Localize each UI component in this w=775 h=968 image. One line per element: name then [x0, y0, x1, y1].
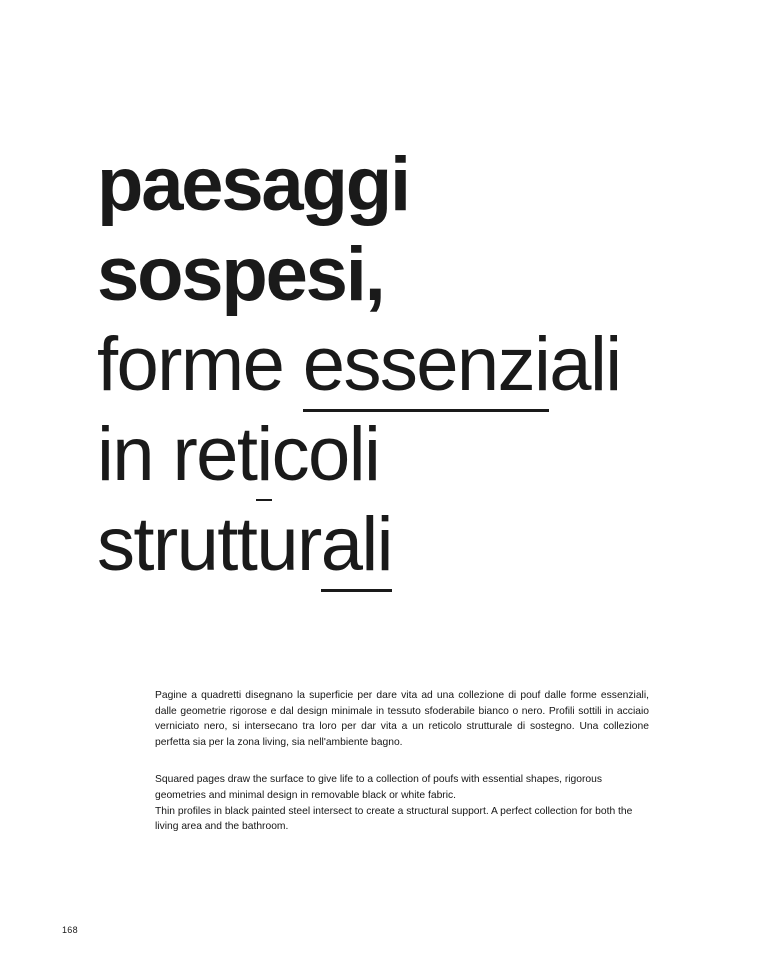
body-copy	[155, 688, 649, 835]
headline-line-4-underlined: i	[256, 412, 271, 501]
headline-line-5-underlined: ali	[321, 502, 392, 592]
headline-line-3-prefix: forme	[97, 322, 303, 407]
headline-line-4-prefix: in ret	[97, 412, 257, 497]
headline-line-5-prefix: struttur	[97, 502, 321, 587]
page-number: 168	[62, 925, 78, 935]
headline-line-2: sospesi,	[97, 232, 384, 317]
paragraph-english-2: Thin profiles in black painted steel intersect to create a structural support. A perfect collection for both the living area and the bathroom.	[155, 805, 633, 833]
paragraph-english-1: Squared pages draw the surface to give life to a collection of poufs with essential shapes, rigorous geometries and minimal design in removable black or white fabric.	[155, 774, 603, 801]
headline-line-4	[97, 410, 717, 500]
headline-line-4-suffix: coli	[271, 412, 380, 497]
paragraph-italian: Pagine a quadretti disegnano la superficie per dare vita ad una collezione di pouf dalle forme essenziali, dalle geometrie rigorose e dal design minimale in tessuto sfoderabile bianco o nero. Profili sottili in acciaio verniciato nero, si intersecano tra loro per dar vita a un reticolo strutturale di sostegno. Una collezione perfetta sia per la zona living, sia nell'ambiente bagno.	[155, 690, 649, 748]
headline-line-3-suffix: ali	[549, 322, 621, 407]
page-title	[97, 140, 717, 590]
headline-line-3-underlined: essenzi	[303, 322, 550, 412]
headline-line-1: paesaggi	[97, 142, 409, 227]
headline-line-5	[97, 500, 717, 590]
paragraph-spacer	[155, 750, 649, 772]
headline-line-3	[97, 320, 717, 410]
